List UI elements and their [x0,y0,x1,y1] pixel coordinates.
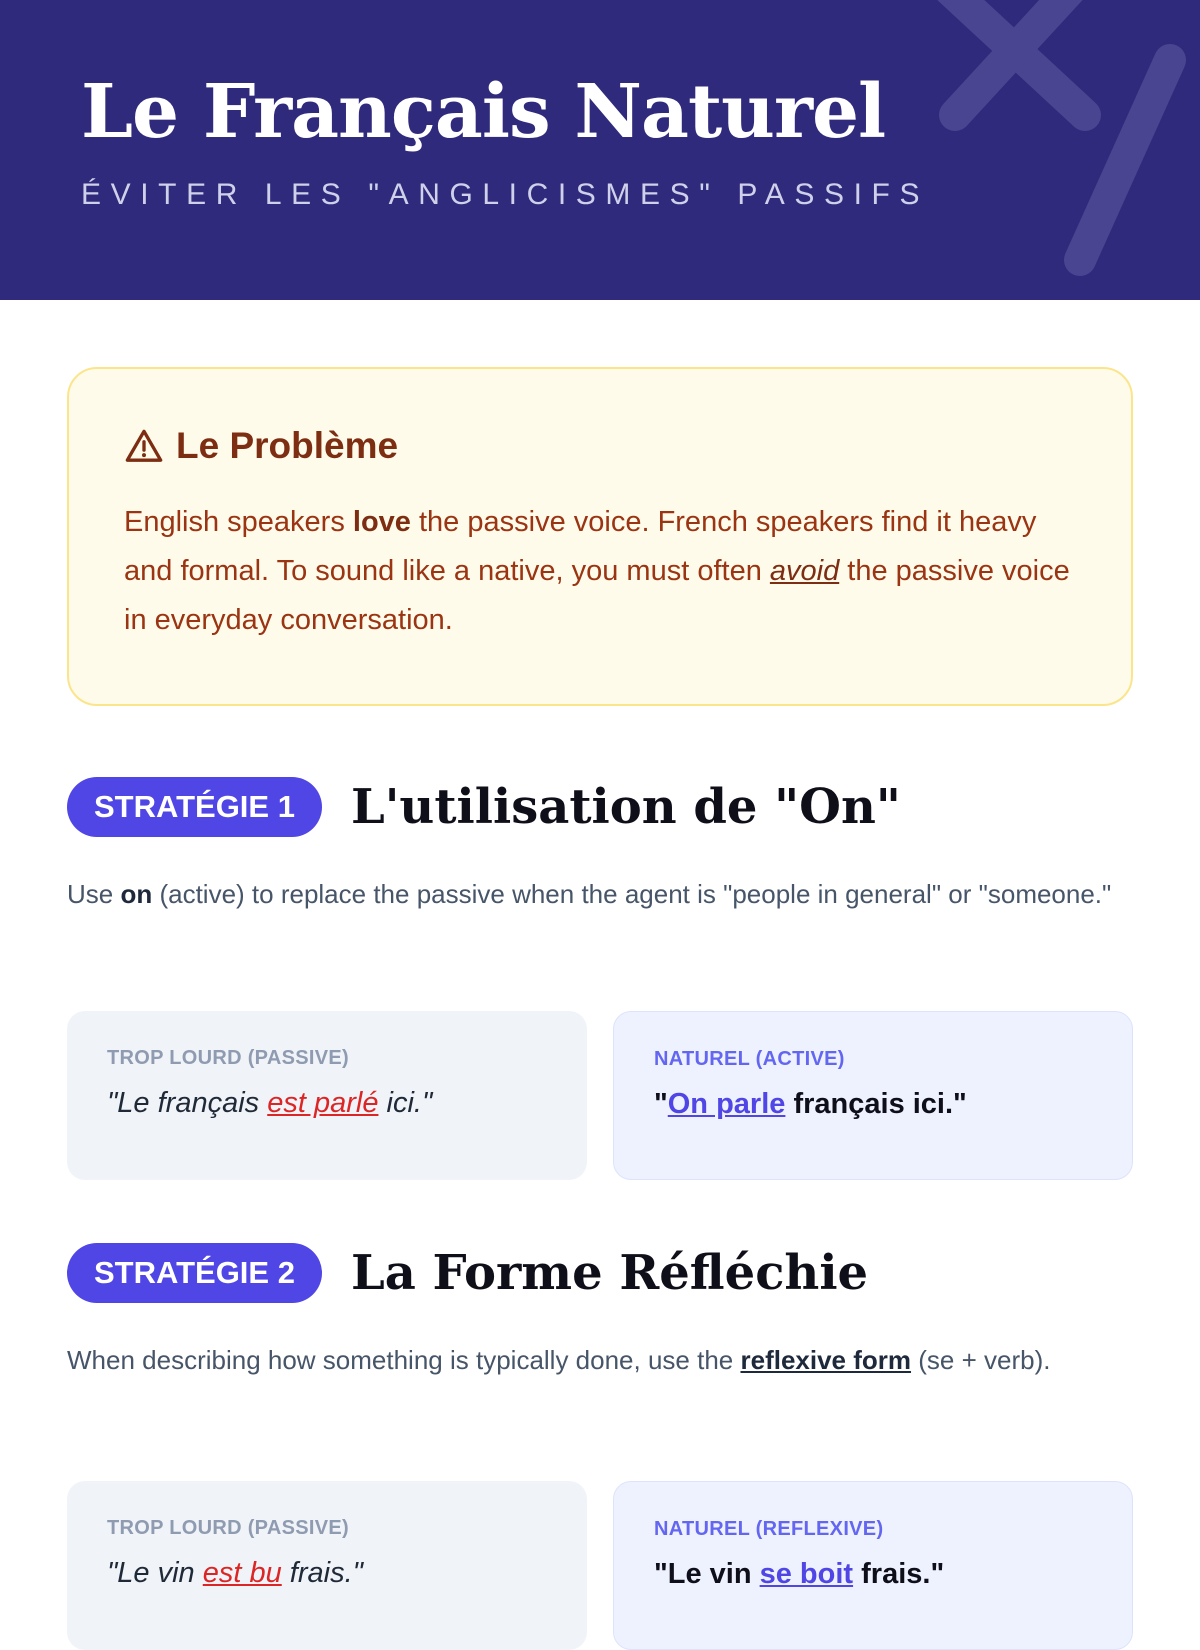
sentence-part: frais." [281,1557,363,1589]
sentence-part: "Le vin [107,1557,203,1589]
highlighted-verb: est parlé [267,1087,379,1119]
sentence-part: frais." [853,1558,945,1590]
problem-text-part: the passive voice in everyday conversation. [124,555,1070,636]
problem-heading [124,421,1076,471]
problem-text-part: English speakers [124,506,353,538]
strategy-1 [67,769,1133,916]
decorative-letters-icon [930,0,1200,300]
comparison-1 [67,1011,1133,1180]
example-sentence [654,1086,1092,1124]
sentence-part: "Le français [107,1087,268,1119]
example-sentence [107,1555,547,1593]
sentence-part: ici." [378,1087,433,1119]
problem-callout [67,367,1133,706]
example-sentence [654,1556,1092,1594]
right-example-card [613,1011,1133,1180]
card-label: TROP LOURD (PASSIVE) [107,1517,349,1539]
comparison-2 [67,1481,1133,1650]
strategy-title: L'utilisation de "On" [350,779,901,835]
page-title: Le Français Naturel [81,69,886,155]
highlighted-verb: est bu [202,1557,282,1589]
problem-text-part: the passive voice. French speakers find it heavy and formal. To sound like a native, you must often [124,506,1037,587]
highlighted-verb: On parle [667,1088,786,1120]
problem-text-emphasis: avoid [769,555,840,587]
highlighted-verb: se boit [759,1558,854,1590]
problem-text [124,498,1076,645]
strategy-title: La Forme Réfléchie [350,1245,869,1301]
description-part: Use [67,879,121,909]
sentence-part: " [654,1088,668,1120]
strategy-header [67,769,1133,845]
strategy-description [67,1339,1133,1382]
wrong-example-card [67,1011,587,1180]
description-part: (active) to replace the passive when the agent is "people in general" or "someone." [152,879,1112,909]
description-keyword: on [120,879,153,909]
strategy-description [67,873,1133,916]
strategy-badge: STRATÉGIE 2 [67,1243,322,1303]
problem-title: Le Problème [176,425,399,466]
wrong-example-card [67,1481,587,1650]
problem-text-bold: love [352,506,411,538]
example-sentence [107,1085,547,1123]
sentence-part: français ici." [785,1088,967,1120]
sentence-part: "Le vin [654,1558,760,1590]
description-part: (se + verb). [911,1345,1051,1375]
card-label: TROP LOURD (PASSIVE) [107,1047,349,1069]
card-label: NATUREL (REFLEXIVE) [654,1518,884,1540]
card-label: NATUREL (ACTIVE) [654,1048,845,1070]
description-part: When describing how something is typically done, use the [67,1345,741,1375]
header [0,0,1200,300]
strategy-header [67,1235,1133,1311]
strategy-badge: STRATÉGIE 1 [67,777,322,837]
warning-icon [124,426,164,466]
right-example-card [613,1481,1133,1650]
description-keyword: reflexive form [740,1345,912,1375]
strategy-2 [67,1235,1133,1382]
page-subtitle: ÉVITER LES "ANGLICISMES" PASSIFS [81,178,930,211]
